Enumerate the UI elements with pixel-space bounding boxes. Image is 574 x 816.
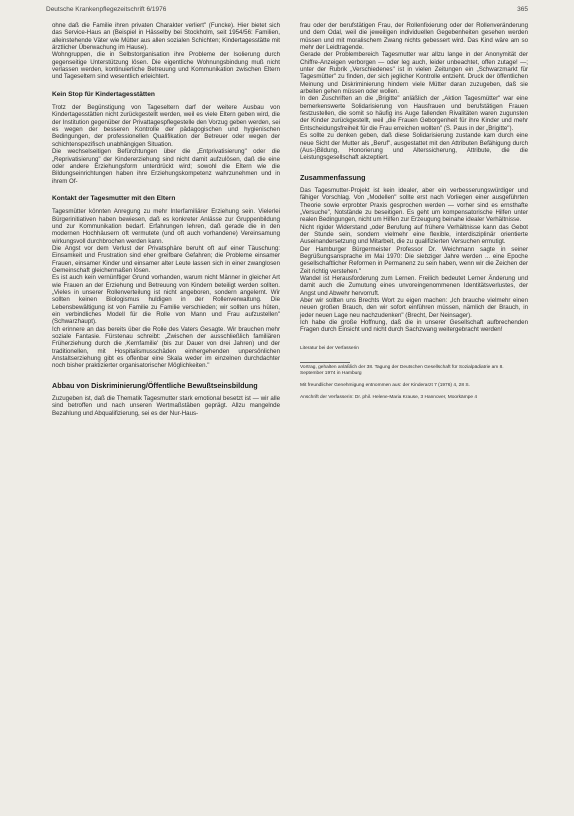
- paragraph: Zuzugeben ist, daß die Thematik Tagesmutter stark emotional besetzt ist — wir alle sind betroffen und nach unseren Wertmaßstäben geprägt. Allzu mangelnde Bezahlung und Abqualifizierung, sei es der Nur-Haus-: [52, 395, 280, 417]
- section-heading: Abbau von Diskriminierung/Öffentliche Bewußtseinsbildung: [52, 380, 258, 390]
- paragraph: Gerade der Problembereich Tagesmutter war allzu lange in der Anonymität der Chiffre-Anzeigen verborgen — oder leg auch, leider unbeachtet, offen zutage! —; unter der Rubrik „Verschiedenes" ist in vielen Zeitungen ein „Schwarzmarkt für Tagesmütter" zu finden, der sich jeglicher Kontrolle entzieht. Druck der öffentlichen Meinung und Diskriminierung hindern viele Mütter daran zuzugeben, daß sie arbeiten gehen müssen oder wollen.: [300, 51, 528, 96]
- footnote-address: Anschrift der Verfasserin: Dr. phil. Helene-Maria Krause, 3 Hannover, Moorkämpe 4: [300, 394, 478, 400]
- footnote-permission: Mit freundlicher Genehmigung entnommen aus: der Kinderarzt 7 (1976) 4, 28 S.: [300, 382, 470, 388]
- paragraph: Trotz der Begünstigung von Tageseltern darf der weitere Ausbau von Kindertagesstätten nicht zurückgestellt werden, weil es viele Eltern geben wird, die der Institution gegenüber der Privattagespflegestelle den Vorzug geben werden, sei es wegen der besseren Kontrolle der pädagogischen und hygienischen Bedingungen, der professionellen Qualifikation der Betreuer oder wegen der schichtenspezifisch unabhängigen Situation.: [52, 104, 280, 148]
- section-heading: Kontakt der Tagesmutter mit den Eltern: [52, 194, 176, 202]
- paragraph: Es ist auch kein vernünftiger Grund vorhanden, warum nicht Männer in gleicher Art wie Frauen an der Erziehung und Betreuung von Kindern beteiligt werden sollten. „Vieles in unserer Rollenverteilung ist nicht angeboren, sondern angelernt. Wir sollten keinen Biologismus huldigen in der Rollenverwaltung. Die Lebensbewältigung ist von Familie zu Familie verschieden; wir sollten uns hüten, ein verbindliches Modell für die Rolle von Mann und Frau aufzustellen" (Schwarzhaupt).: [52, 274, 280, 326]
- left-column: [52, 22, 280, 417]
- paragraph: Ich erinnere an das bereits über die Rolle des Vaters Gesagte. Wir brauchen mehr soziale Fantasie. Fürstenau schreibt: „Zwischen der ausschließlich familiären Früherziehung durch die ‚Kernfamilie' (bis zur Dauer von drei Jahren) und der traditionellen, mit Hospitalismusschäden einhergehenden unpersönlichen Anstaltserziehung gibt es offenbar eine Skala weder im einzelnen durchdachter noch bisher praktizierter organisatorischer Möglichkeiten.": [52, 325, 280, 370]
- paragraph: In den Zuschriften an die „Brigitte" anläßlich der „Aktion Tagesmütter" war eine bemerkenswerte Solidarisierung von Hausfrauen und berufstätigen Frauen festzustellen, die somit so häufig ins Auge fallenden Rivalitäten waren zugunsten der Kinder zurückgestellt, weil „die Frauen Geborgenheit für ihre Kinder und mehr Entscheidungsfreiheit für die Frau erreichen wollten" (S. Paus in der „Brigitte").: [300, 95, 528, 132]
- paragraph: Wandel ist Herausforderung zum Lernen. Freilich bedeutet Lerner Änderung und damit auch die Zumutung eines unvoreingenommenen Identitätsverlustes, der Angst und Abwehr hervorruft.: [300, 275, 528, 297]
- footnote-literature: Literatur bei der Verfasserin: [300, 345, 359, 351]
- footnotes: [300, 346, 528, 401]
- page-number: 365: [517, 6, 528, 13]
- footnote-divider: [300, 362, 350, 363]
- paragraph: Der Hamburger Bürgermeister Professor Dr. Weichmann sagte in seiner Begrüßungsansprache im Mai 1970: Die siebziger Jahre werden ... eine Epoche gesellschaftlicher Reformen in Permanenz zu sein haben, wenn wir die Zeichen der Zeit richtig verstehen.": [300, 245, 528, 275]
- paragraph: Die wechselseitigen Befürchtungen über die „Entprivatisierung" oder die „Reprivatisierung" der Kindererziehung sind nicht damit aufzulösen, daß die eine oder andere Erziehungsform unterdrückt wird; sowohl die Eltern wie die Bildungseinrichtungen haben ihre Erziehungskompetenz wahrzunehmen und in ihrem Of-: [52, 148, 280, 185]
- paragraph: Ich habe die große Hoffnung, daß die in unserer Gesellschaft aufbrechenden Fragen durch Einsicht und nicht durch Sachzwang weitergebracht werden!: [300, 319, 528, 334]
- paragraph: Das Tagesmutter-Projekt ist kein idealer, aber ein verbesserungswürdiger und fähiger Vorschlag. Von „Modellen" sollte erst nach Vorliegen einer ausgeführten Theorie sowie erprobter Praxis gesprochen werden — vorher sind es ernsthafte „Versuche", Notstände zu beseitigen. Es geht um kompensatorische Hilfen unter realen Bedingungen, nicht um Hilfen zur Erzeugung beinahe idealer Verhältnisse.: [300, 186, 528, 224]
- paragraph: frau oder der berufstätigen Frau, der Rollenfixierung oder der Rollenveränderung und dem Odal, weil die jeweiligen individuellen Gegebenheiten gesehen werden müssen und mit moralischem Zwang nichts gebessert wird. Das Kind wäre am so mehr der Leidtragende.: [300, 22, 528, 52]
- paragraph: Tagesmütter könnten Anregung zu mehr Interfamiliärer Erziehung sein. Vielerlei Bürgerinitiativen haben bewiesen, daß es konkreter Anlässe zur Gruppenbildung und zur Kommunikation bedarf. Erfahrungen lehren, daß gerade die in den modernen Hochhäusern oft vermutete (und oft auch vorhandene) Vereinsamung wirkungsvoll durchbrochen werden kann.: [52, 208, 280, 245]
- paragraph: Aber wir sollten uns Brechts Wort zu eigen machen: „Ich brauche vielmehr einen neuen großen Brauch, den wir sofort einführen müssen, nämlich der Brauch, in jeder neuen Lage neu nachzudenken" (Brecht, Der Neinsager).: [300, 297, 528, 319]
- right-column: [300, 22, 528, 407]
- footnote-source: Vortrag, gehalten anläßlich der 38. Tagung der Deutschen Gesellschaft für Sozialpädiatrie am 8. September 1974 in Hamburg: [300, 364, 504, 376]
- paragraph: Es sollte zu denken geben, daß diese Solidarisierung zustande kam durch eine neue Sicht der Mutter als „Beruf", ausgestattet mit den Attributen Befähigung durch (Aus-)Bildung, Honorierung und Alterssicherung, Attribute, die die Leistungsgesellschaft akzeptiert.: [300, 132, 528, 162]
- paragraph: Nicht rigider Widerstand „oder Berufung auf frühere Verhältnisse kann das Gebot der Stunde sein, sondern vielmehr eine flexible, interdisziplinär orientierte Auseinandersetzung und Mitarbeit, die zu qualifizierten Versuchen ermutigt.: [300, 223, 528, 246]
- section-heading: Zusammenfassung: [300, 172, 366, 182]
- paragraph: ohne daß die Familie ihren privaten Charakter verliert" (Funcke). Hier bietet sich das Service-Haus an (Beispiel in Hässelby bei Stockholm, seit 1954/56: Familien, alleinstehende Väter wie Mütter aus allen sozialen Schichten; Kindertagesstätte mit ärztlicher Überwachung im Hause).: [52, 22, 280, 52]
- journal-title: Deutsche Krankenpflegezeitschrift 6/1976: [46, 6, 167, 13]
- running-header: [46, 6, 528, 18]
- paragraph: Die Angst vor dem Verlust der Privatsphäre beruht oft auf einer Täuschung: Einsamkeit und Frustration sind eher greifbare Gefahren; die Probleme einsamer Frauen, einsamer Kinder und einsamer alter Leute lassen sich in einer zwanglosen Gemeinschaft gleichermaßen lösen.: [52, 244, 280, 274]
- paragraph: Wohngruppen, die in Selbstorganisation ihre Probleme der Isolierung durch gegenseitige Unterstützung lösen. Die eigentliche Wohnungsbindung muß nicht verlassen werden, kontinuierliche Betreuung und Kommunikation zwischen Eltern und Tageseltern sind wesentlich erleichtert.: [52, 51, 280, 81]
- section-heading: Kein Stop für Kindertagesstätten: [52, 90, 155, 98]
